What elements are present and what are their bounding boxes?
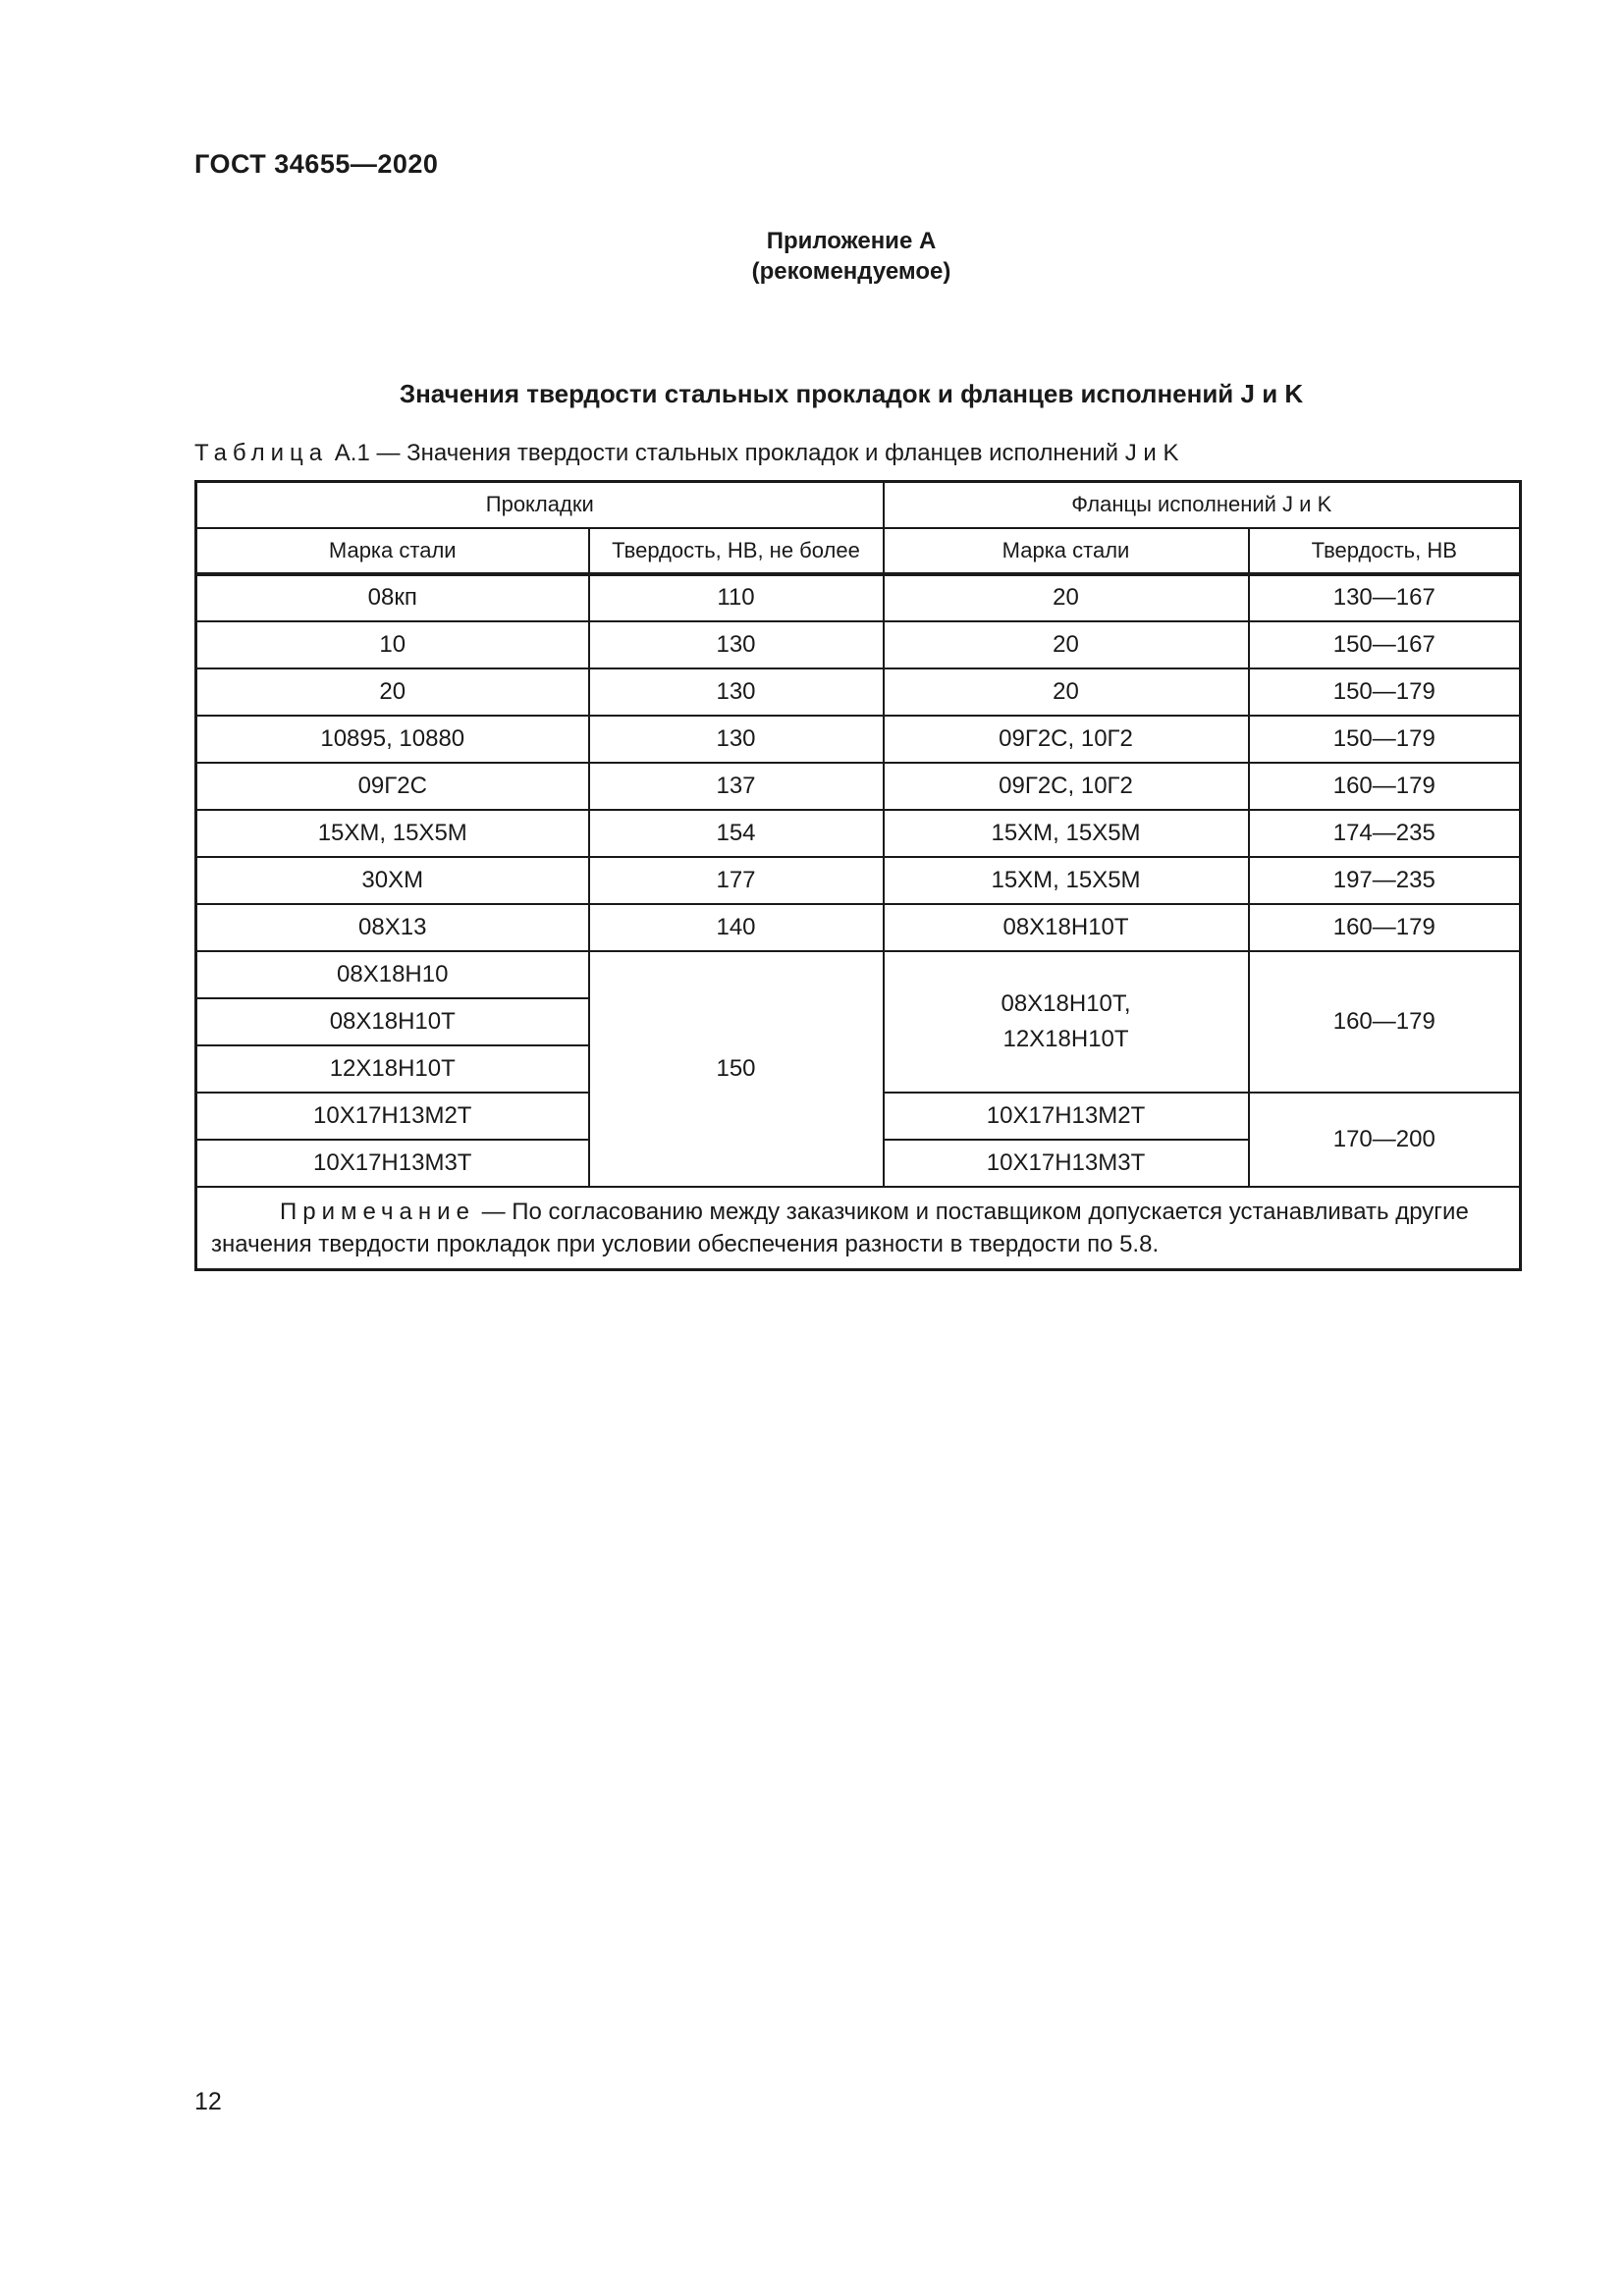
flange-steel-cell: 20 — [884, 574, 1249, 621]
flange-steel-cell: 08Х18Н10Т — [884, 904, 1249, 951]
gasket-steel-cell: 08кп — [196, 574, 589, 621]
flange-steel-cell: 15ХМ, 15Х5М — [884, 810, 1249, 857]
flange-steel-cell: 09Г2С, 10Г2 — [884, 716, 1249, 763]
gaskets-group-header: Прокладки — [196, 482, 884, 528]
column-header-row — [196, 528, 1521, 574]
table-row — [196, 810, 1521, 857]
flange-hardness-cell: 130—167 — [1249, 574, 1521, 621]
gasket-hardness-cell: 154 — [589, 810, 884, 857]
table-row — [196, 904, 1521, 951]
gasket-hardness-cell: 137 — [589, 763, 884, 810]
note-text: — По согласованию между заказчиком и поставщиком допускается устанавливать другие значения твердости прокладок при условии обеспечения разности в твердости по 5.8. — [211, 1198, 1469, 1257]
gasket-steel-cell: 20 — [196, 668, 589, 716]
flange-steel-cell: 15ХМ, 15Х5М — [884, 857, 1249, 904]
gasket-steel-cell: 10895, 10880 — [196, 716, 589, 763]
table-caption-text: А.1 — Значения твердости стальных прокладок и фланцев исполнений J и K — [328, 440, 1179, 466]
gasket-steel-cell: 10Х17Н13М2Т — [196, 1093, 589, 1140]
gasket-steel-cell: 10Х17Н13М3Т — [196, 1140, 589, 1187]
table-row — [196, 574, 1521, 621]
flange-steel-line: 08Х18Н10Т, — [1001, 989, 1131, 1017]
gasket-hardness-cell: 110 — [589, 574, 884, 621]
flange-steel-cell: 10Х17Н13М2Т — [884, 1093, 1249, 1140]
gasket-hardness-cell: 130 — [589, 668, 884, 716]
appendix-title: Приложение А — [766, 228, 937, 254]
flange-hardness-cell: 150—167 — [1249, 621, 1521, 668]
appendix-status: (рекомендуемое) — [751, 258, 951, 285]
flange-steel-cell: 09Г2С, 10Г2 — [884, 763, 1249, 810]
table-row — [196, 621, 1521, 668]
gasket-hardness-merged-cell: 150 — [589, 951, 884, 1187]
document-code: ГОСТ 34655—2020 — [194, 149, 439, 179]
flange-hardness-cell: 150—179 — [1249, 716, 1521, 763]
note-row — [196, 1187, 1521, 1270]
flange-steel-line: 12Х18Н10Т — [1002, 1025, 1129, 1052]
flange-hardness-header: Твердость, НВ — [1249, 528, 1521, 574]
flange-hardness-cell: 160—179 — [1249, 904, 1521, 951]
flange-steel-merged-cell — [884, 951, 1249, 1093]
table-row — [196, 668, 1521, 716]
flanges-group-header: Фланцы исполнений J и K — [884, 482, 1521, 528]
gasket-steel-cell: 12Х18Н10Т — [196, 1045, 589, 1093]
table-note — [196, 1187, 1521, 1270]
table-row — [196, 857, 1521, 904]
gasket-steel-cell: 08Х18Н10 — [196, 951, 589, 998]
gasket-hardness-header: Твердость, НВ, не более — [589, 528, 884, 574]
gasket-hardness-cell: 140 — [589, 904, 884, 951]
flange-hardness-cell: 174—235 — [1249, 810, 1521, 857]
gasket-hardness-cell: 177 — [589, 857, 884, 904]
page-number: 12 — [194, 2088, 222, 2115]
flange-steel-cell: 10Х17Н13М3Т — [884, 1140, 1249, 1187]
gasket-steel-cell: 08Х18Н10Т — [196, 998, 589, 1045]
flange-steel-cell: 20 — [884, 621, 1249, 668]
gasket-hardness-cell: 130 — [589, 621, 884, 668]
flange-hardness-merged-cell: 160—179 — [1249, 951, 1521, 1093]
note-label: Примечание — [280, 1198, 475, 1225]
table-row — [196, 951, 1521, 998]
table-row — [196, 763, 1521, 810]
section-title: Значения твердости стальных прокладок и фланцев исполнений J и K — [399, 379, 1304, 408]
flange-hardness-cell: 160—179 — [1249, 763, 1521, 810]
table-row — [196, 716, 1521, 763]
gasket-steel-header: Марка стали — [196, 528, 589, 574]
gasket-steel-cell: 09Г2С — [196, 763, 589, 810]
flange-steel-header: Марка стали — [884, 528, 1249, 574]
gasket-hardness-cell: 130 — [589, 716, 884, 763]
gasket-steel-cell: 30ХМ — [196, 857, 589, 904]
gasket-steel-cell: 10 — [196, 621, 589, 668]
gasket-steel-cell: 15ХМ, 15Х5М — [196, 810, 589, 857]
table-caption-label: Таблица — [194, 440, 329, 466]
flange-steel-cell: 20 — [884, 668, 1249, 716]
hardness-table — [194, 480, 1522, 1271]
table-caption — [194, 440, 1178, 467]
flange-hardness-merged-cell: 170—200 — [1249, 1093, 1521, 1187]
group-header-row — [196, 482, 1521, 528]
gasket-steel-cell: 08Х13 — [196, 904, 589, 951]
flange-hardness-cell: 150—179 — [1249, 668, 1521, 716]
flange-hardness-cell: 197—235 — [1249, 857, 1521, 904]
